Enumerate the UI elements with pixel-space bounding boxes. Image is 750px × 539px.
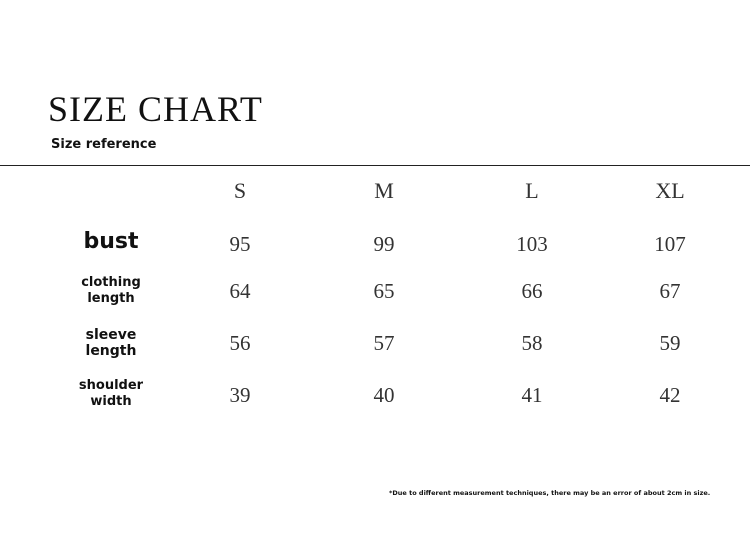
measurement-note: *Due to different measurement techniques, there may be an error of about 2cm in size. <box>389 489 711 497</box>
row-label-shoulder-width: shoulder width <box>78 378 144 409</box>
size-header-m: M <box>374 178 394 203</box>
row-label-bust: bust <box>83 229 139 254</box>
table-cell: 65 <box>373 279 395 303</box>
size-header-xl: XL <box>655 178 685 203</box>
table-cell: 56 <box>229 331 251 355</box>
table-cell: 58 <box>521 331 543 355</box>
size-header-l: L <box>525 178 539 203</box>
divider <box>0 165 750 166</box>
page-title: SIZE CHART <box>48 89 263 129</box>
table-cell: 59 <box>659 331 681 355</box>
table-cell: 107 <box>654 232 686 256</box>
table-cell: 57 <box>373 331 395 355</box>
page-subtitle: Size reference <box>51 137 157 152</box>
table-cell: 64 <box>229 279 251 303</box>
table-cell: 99 <box>373 232 395 256</box>
table-cell: 67 <box>659 279 681 303</box>
row-label-clothing-length: clothing length <box>81 275 141 306</box>
table-cell: 39 <box>229 383 251 407</box>
table-cell: 95 <box>229 232 251 256</box>
table-cell: 103 <box>516 232 548 256</box>
table-cell: 40 <box>373 383 395 407</box>
size-header-s: S <box>233 178 247 203</box>
table-cell: 41 <box>521 383 543 407</box>
row-label-sleeve-length: sleeve length <box>85 327 137 359</box>
table-cell: 42 <box>659 383 681 407</box>
table-cell: 66 <box>521 279 543 303</box>
